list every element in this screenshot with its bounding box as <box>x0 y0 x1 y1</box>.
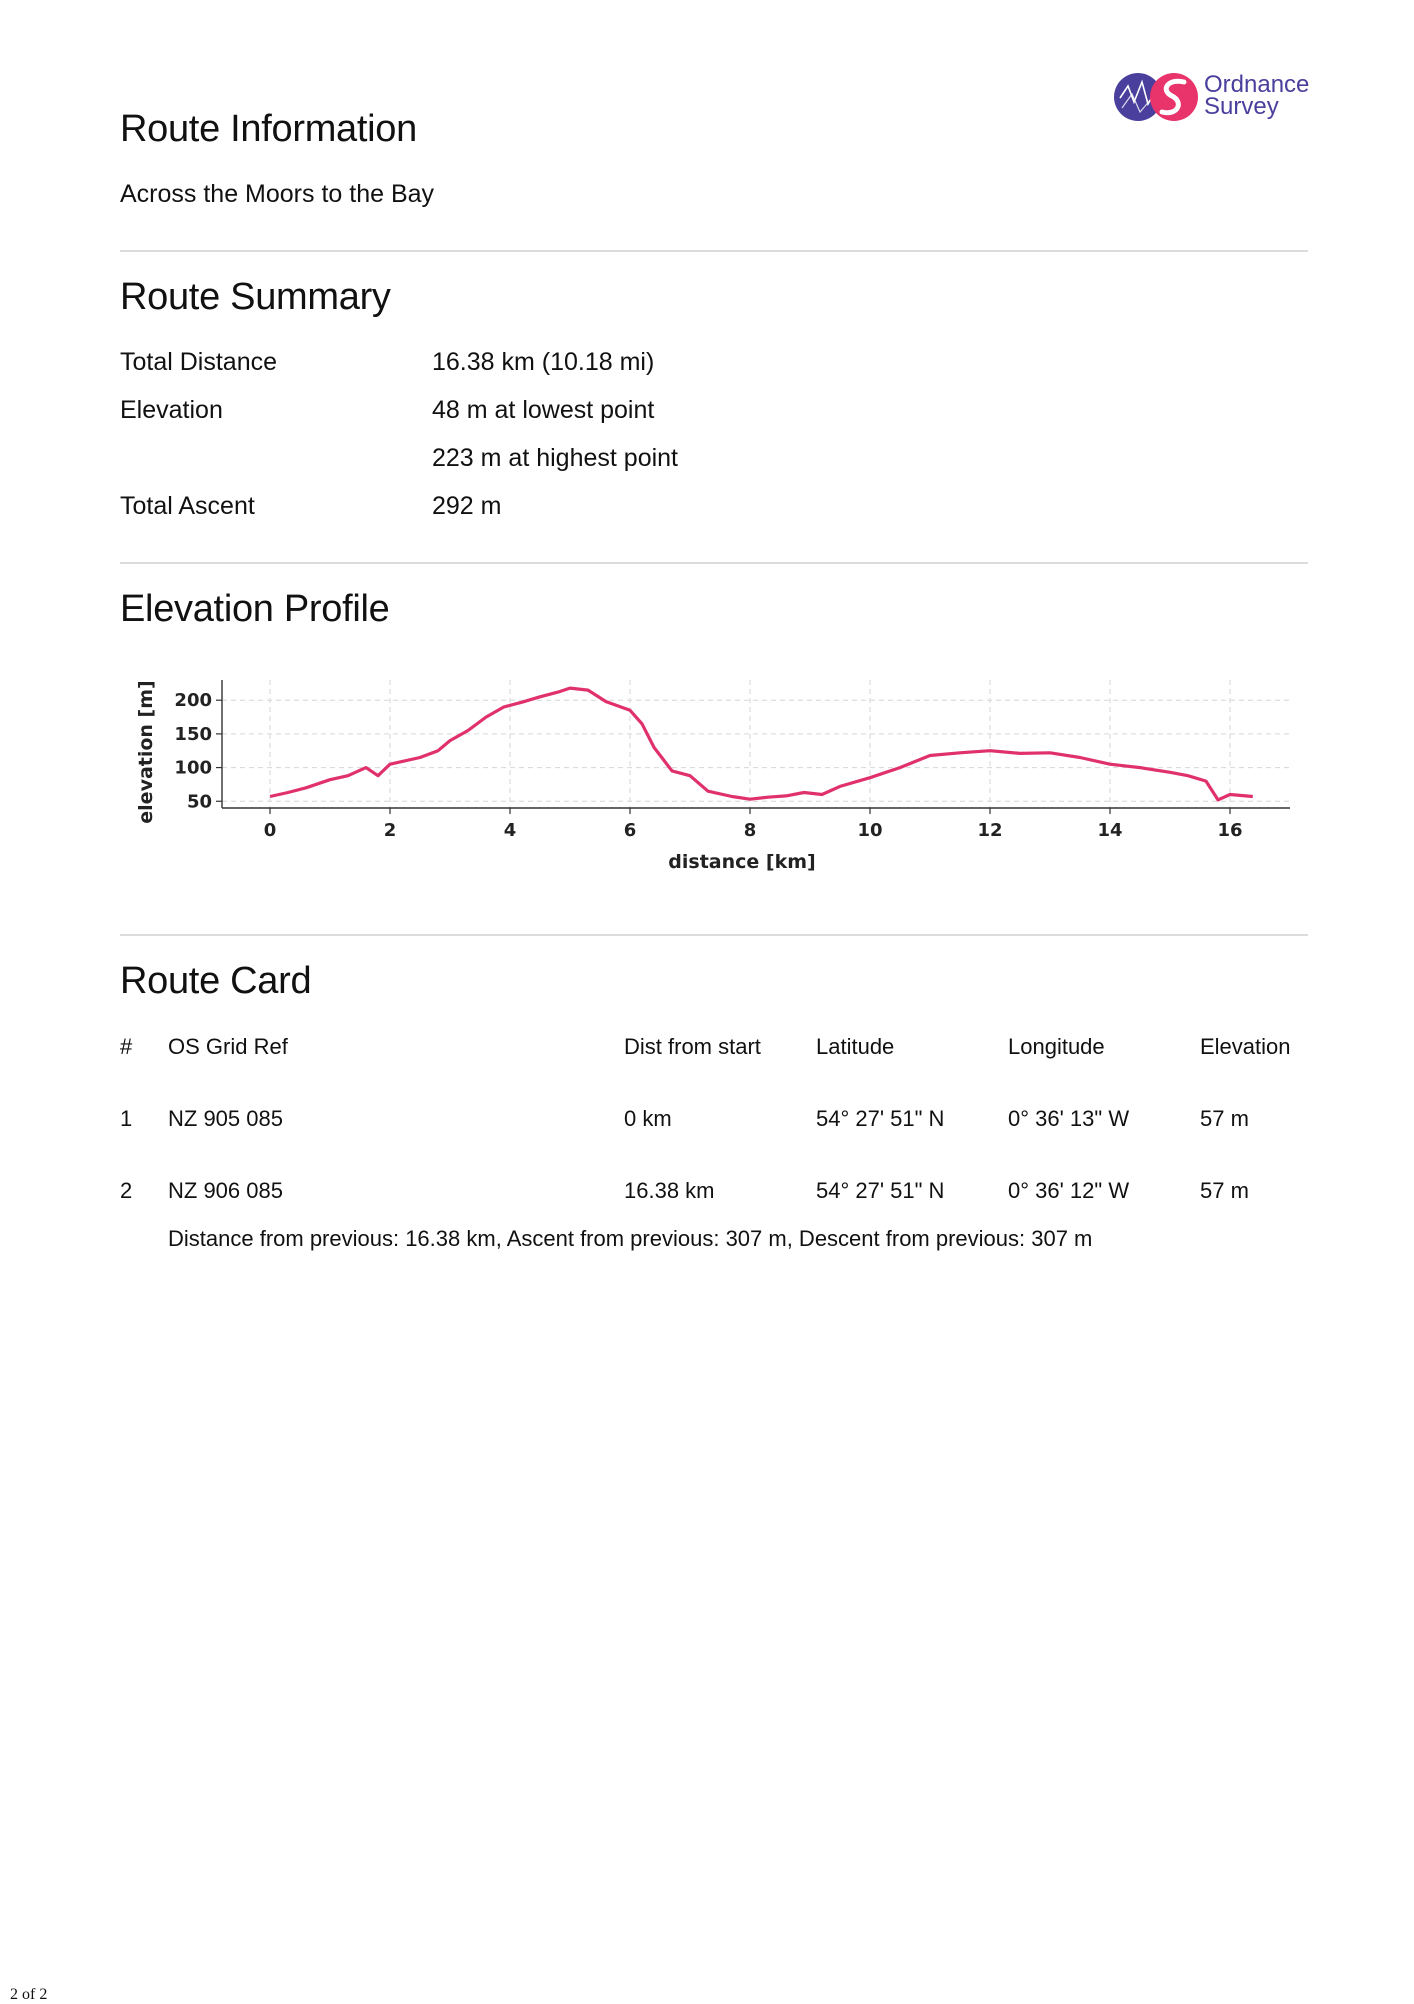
page-number: 2 of 2 <box>10 1986 48 2003</box>
x-tick-label: 16 <box>1217 820 1243 841</box>
row-1-latitude: 54° 27' 51" N <box>816 1106 945 1131</box>
logo-text-line1: Ordnance <box>1204 71 1310 98</box>
x-tick-label: 14 <box>1097 820 1123 841</box>
section-divider <box>120 250 1308 252</box>
route-summary-heading: Route Summary <box>120 276 391 318</box>
row-1-elevation: 57 m <box>1200 1106 1249 1131</box>
route-card-heading: Route Card <box>120 960 312 1002</box>
x-tick-label: 0 <box>263 820 277 841</box>
x-tick-label: 8 <box>743 820 757 841</box>
row-2-number: 2 <box>120 1178 133 1203</box>
y-tick-label: 100 <box>174 757 212 779</box>
row-2-leg-summary: Distance from previous: 16.38 km, Ascent from previous: 307 m, Descent from previous: 307 m <box>168 1226 1093 1251</box>
route-information-heading: Route Information <box>120 108 417 150</box>
header-longitude: Longitude <box>1008 1034 1105 1059</box>
header-latitude: Latitude <box>816 1034 895 1059</box>
x-tick-label: 10 <box>857 820 883 841</box>
y-tick-label: 150 <box>174 723 212 745</box>
header-number: # <box>120 1034 133 1059</box>
row-2-latitude: 54° 27' 51" N <box>816 1178 945 1203</box>
row-2-grid-ref: NZ 906 085 <box>168 1178 283 1203</box>
summary-label-total-ascent: Total Ascent <box>120 492 255 520</box>
summary-value-highest-point: 223 m at highest point <box>432 444 678 472</box>
ordnance-survey-logo <box>1112 68 1312 126</box>
header-dist-from-start: Dist from start <box>624 1034 761 1059</box>
header-os-grid-ref: OS Grid Ref <box>168 1034 288 1059</box>
logo-text-line2: Survey <box>1204 93 1279 120</box>
y-tick-label: 200 <box>174 690 212 712</box>
row-1-grid-ref: NZ 905 085 <box>168 1106 283 1131</box>
section-divider <box>120 934 1308 936</box>
section-divider <box>120 562 1308 564</box>
row-1-number: 1 <box>120 1106 133 1131</box>
y-axis-label: elevation [m] <box>135 680 157 824</box>
row-2-longitude: 0° 36' 12" W <box>1008 1178 1130 1203</box>
summary-label-elevation: Elevation <box>120 396 223 424</box>
summary-value-lowest-point: 48 m at lowest point <box>432 396 655 424</box>
elevation-profile-chart <box>130 658 1300 878</box>
elevation-profile-heading: Elevation Profile <box>120 588 390 630</box>
summary-value-total-ascent: 292 m <box>432 492 502 520</box>
y-tick-label: 50 <box>186 791 212 813</box>
row-2-elevation: 57 m <box>1200 1178 1249 1203</box>
x-axis-label: distance [km] <box>668 851 816 873</box>
x-tick-label: 12 <box>977 820 1003 841</box>
row-1-dist: 0 km <box>624 1106 672 1131</box>
elevation-line <box>270 688 1253 800</box>
summary-value-total-distance: 16.38 km (10.18 mi) <box>432 348 655 376</box>
x-tick-label: 6 <box>623 820 637 841</box>
header-elevation: Elevation <box>1200 1034 1291 1059</box>
x-tick-label: 2 <box>383 820 397 841</box>
row-2-dist: 16.38 km <box>624 1178 715 1203</box>
x-tick-label: 4 <box>503 820 517 841</box>
row-1-longitude: 0° 36' 13" W <box>1008 1106 1130 1131</box>
route-name: Across the Moors to the Bay <box>120 180 435 208</box>
summary-label-total-distance: Total Distance <box>120 348 278 376</box>
os-emblem-icon <box>1112 68 1200 126</box>
